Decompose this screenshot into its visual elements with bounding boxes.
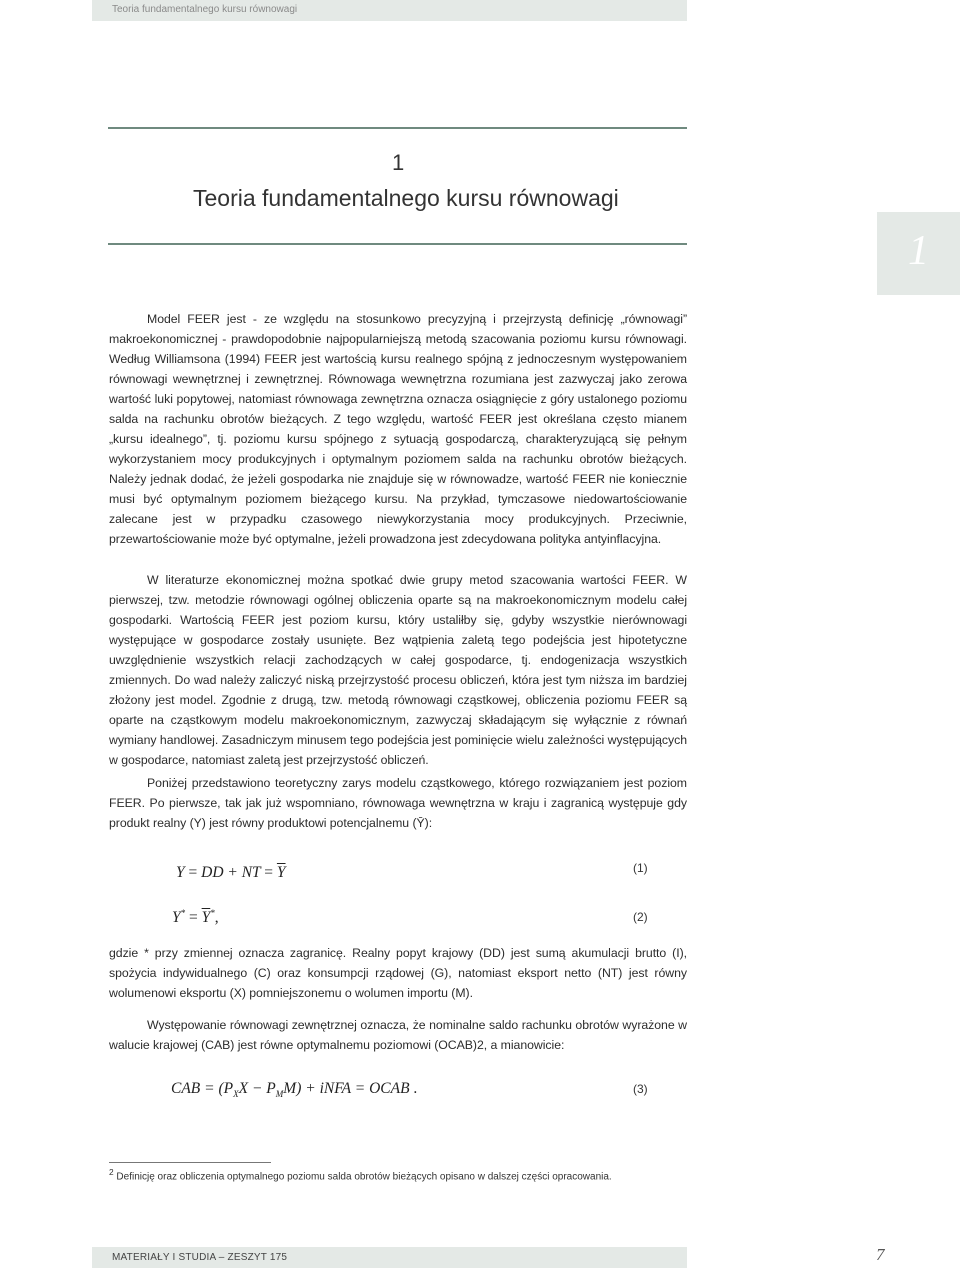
eq1-lhs: Y	[176, 864, 185, 881]
paragraph-2	[109, 570, 687, 770]
eq3-part-c: M) + iNFA = OCAB	[283, 1080, 410, 1097]
chapter-title: Teoria fundamentalnego kursu równowagi	[193, 185, 619, 211]
chapter-bottom-rule	[108, 243, 687, 245]
eq2-sup: *	[180, 908, 186, 918]
eq3-part-b: X − P	[238, 1080, 276, 1097]
eq2-lhs: Y	[172, 909, 181, 927]
equation-3	[171, 1080, 417, 1099]
footnote-text: Definicję oraz obliczenia optymalnego poziomu salda obrotów bieżących opisano w dalszej części opracowania.	[116, 1171, 612, 1183]
equation-3-number: (3)	[633, 1082, 648, 1096]
eq1-bar-term: $\overline{Y}$	[276, 864, 286, 881]
running-header	[92, 0, 687, 21]
series-name: MATERIAŁY I STUDIA – ZESZYT 175	[112, 1252, 288, 1263]
equation-1: Y = DD + NT = $\overline{Y}$	[176, 864, 286, 881]
chapter-number: 1	[392, 150, 405, 175]
equation-1-number: (1)	[633, 861, 648, 875]
equation-2: $Y^* = \overline{Y}^*$,	[172, 908, 219, 927]
footnote-rule	[109, 1162, 271, 1163]
footnote-marker: 2	[109, 1167, 114, 1177]
paragraph-text: Występowanie równowagi zewnętrznej oznacza, że nominalne saldo rachunku obrotów wyrażone w walucie krajowej (CAB) jest równe optymalnemu poziomowi (OCAB)2, a mianowicie:	[109, 1018, 687, 1052]
eq2-bar-sup: *	[210, 908, 215, 918]
footnote	[109, 1167, 612, 1182]
chapter-top-rule	[108, 127, 687, 129]
eq3-trail: .	[413, 1080, 418, 1097]
chapter-side-tab	[877, 212, 960, 295]
eq2-trail: ,	[214, 909, 219, 927]
eq2-bar-term: $\overline{Y}$	[201, 909, 211, 927]
eq1-rhs: DD + NT	[201, 864, 261, 881]
eq3-sub-m: M	[275, 1089, 284, 1100]
running-footer	[92, 1247, 687, 1268]
paragraph-text: Poniżej przedstawiono teoretyczny zarys modelu cząstkowego, którego rozwiązaniem jest poziom FEER. Po pierwsze, tak jak już wspomniano, równowaga wewnętrzna w kraju i zagranicą występuje gdy produkt realny (Y) jest równy produktowi potencjalnemu (Ȳ):	[109, 776, 687, 830]
paragraph-4	[109, 943, 687, 1003]
paragraph-3	[109, 773, 687, 833]
running-title: Teoria fundamentalnego kursu równowagi	[112, 4, 298, 15]
paragraph-text: Model FEER jest - ze względu na stosunkowo precyzyjną i przejrzystą definicję „równowagi” makroekonomicznej - prawdopodobnie najpopularniejszą metodą szacowania poziomu kursu równowagi. Według Williamsona (1994) FEER jest wartością kursu realnego spójną z jednoczesnym występowaniem równowagi wewnętrznej i zewnętrznej. Równowaga wewnętrzna rozumiana jest zazwyczaj jako zerowa wartość luki popytowej, natomiast równowaga zewnętrzna oznacza osiągnięcie z góry ustalonego poziomu salda na rachunku obrotów bieżących. Z tego względu, wartość FEER jest określana często mianem „kursu idealnego”, tj. poziomu kursu spójnego z sytuacją gospodarczą, charakteryzującą się pełnym wykorzystaniem mocy produkcyjnych i optymalnym poziomem salda na rachunku obrotów bieżących. Należy jednak dodać, że jeżeli gospodarka nie znajduje się w równowadze, wartość FEER nie koniecznie musi być optymalnym poziomem bieżącego kursu. Na przykład, tymczasowe niedowartościowanie zalecane jest w przypadku czasowego niewykorzystania mocy produkcyjnych. Przeciwnie, przewartościowanie może być optymalne, jeżeli prowadzona jest zdecydowana polityka antyinflacyjna.	[109, 312, 687, 546]
paragraph-text: W literaturze ekonomicznej można spotkać dwie grupy metod szacowania wartości FEER. W pierwszej, tzw. metodzie równowagi ogólnej obliczenia oparte są na makroekonomicznym modelu całej gospodarki. Wartością FEER jest poziom kursu, który ustaliłby się, gdyby wszystkie nierównowagi występujące w gospodarce zostały usunięte. Bez wątpienia zaletą tego podejścia jest hipotetyczne uwzględnienie wszystkich relacji zachodzących w całej gospodarce, tj. endogenizacja wszystkich zmiennych. Do wad należy zaliczyć niską przejrzystość procesu obliczeń, która jest tym niższa im bardziej złożony jest model. Zgodnie z drugą, tzw. metodą równowagi cząstkowej, obliczenia poziomu FEER są oparte na cząstkowym modelu makroekonomicznym, zazwyczaj składającym się wyłącznie z równań wymiany handlowej. Zasadniczym minusem tego podejścia jest pominięcie wielu zależności występujących w gospodarce, natomiast zaletą jest przejrzystość obliczeń.	[109, 573, 687, 767]
chapter-tab-number: 1	[908, 228, 929, 274]
paragraph-text: gdzie * przy zmiennej oznacza zagranicę. Realny popyt krajowy (DD) jest sumą akumulacji brutto (I), spożycia indywidualnego (C) oraz konsumpcji rządowej (G), natomiast eksport netto (NT) jest równy wolumenowi eksportu (X) pomniejszonemu o wolumen importu (M).	[109, 946, 687, 1000]
eq3-part-a: CAB = (P	[171, 1080, 234, 1097]
equation-2-number: (2)	[633, 910, 648, 924]
eq3-sub-x: X	[233, 1089, 239, 1100]
paragraph-1	[109, 309, 687, 549]
paragraph-5	[109, 1015, 687, 1055]
page-number: 7	[876, 1245, 885, 1264]
